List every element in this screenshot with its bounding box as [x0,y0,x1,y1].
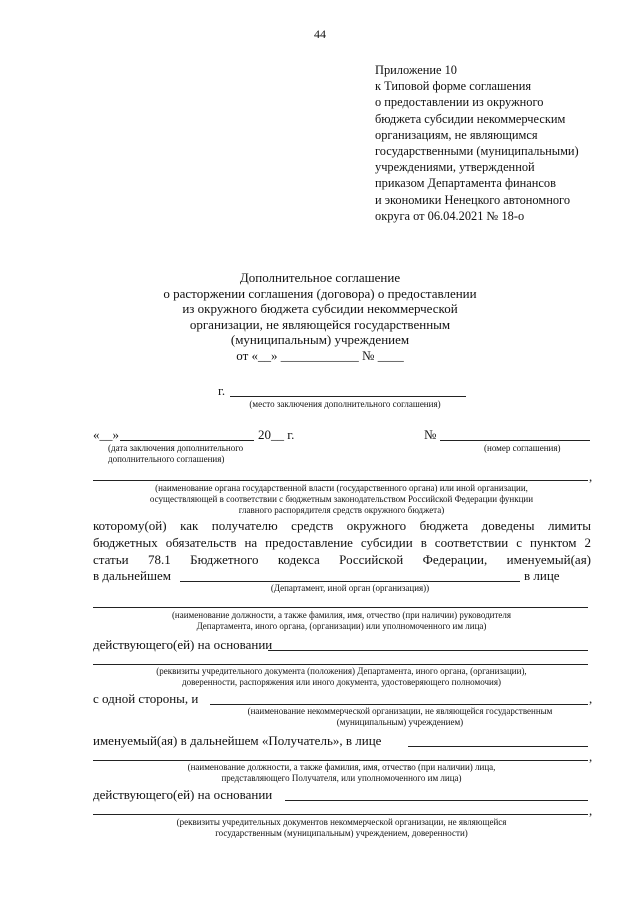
recipient-caption-line: (наименование должности, а также фамилия, имя, отчество (при наличии) лица, [187,762,496,772]
official-field-line[interactable] [93,607,588,608]
recipient-comma: , [589,749,593,764]
title-line: о расторжении соглашения (договора) о предоставлении [163,285,477,301]
acting-caption [93,666,590,688]
date-year: 20__ г. [258,427,295,442]
acting-2-caption-line: государственным (муниципальным) учреждением, доверенности) [215,828,468,838]
acting-2-prefix: действующего(ей) на основании [93,787,273,802]
appendix-line: приказом Департамента финансов [375,176,556,191]
body-line: бюджетных обязательств на предоставление субсидии в соответствии с пунктом 2 [93,535,591,550]
title-line: из окружного бюджета субсидии некоммерческой [182,301,458,316]
recipient-caption-line: представляющего Получателя, или уполномоченного им лица) [221,773,462,783]
acting-caption-line: (реквизиты учредительного документа (положения) Департамента, иного органа, (организации), [156,666,527,676]
recipient-person-line[interactable] [408,746,588,747]
appendix-line: о предоставлении из окружного [375,95,544,110]
body-line-prefix: в дальнейшем [93,568,171,583]
date-day: «__» [93,427,119,442]
appendix-line: организациям, не являющимся [375,127,538,142]
organization-comma: , [589,691,593,706]
appendix-line: округа от 06.04.2021 № 18-о [375,208,525,223]
acting-prefix: действующего(ей) на основании [93,637,273,652]
one-side-prefix: с одной стороны, и [93,691,199,706]
title-line: организации, не являющейся государственным [189,316,451,332]
organization-field-line[interactable] [210,704,588,705]
page-number: 44 [314,27,326,41]
recipient-second-line[interactable] [93,760,588,761]
official-caption-line: (наименование должности, а также фамилия, имя, отчество (при наличии) руководителя [171,610,512,620]
organ-comma: , [589,469,593,484]
date-caption [108,443,243,465]
number-caption: (номер соглашения) [484,443,561,453]
place-field-line[interactable] [230,396,466,397]
appendix-line: Приложение 10 [375,63,457,77]
title-line: от «__» ____________ № ____ [236,347,404,363]
body-line-suffix: в лице [524,568,560,583]
number-prefix: № [424,427,437,442]
acting-2-caption [93,817,590,839]
place-caption: (место заключения дополнительного соглашения) [249,399,441,409]
organ-caption-line: главного распорядителя средств окружного бюджета) [238,505,445,515]
document-title [100,270,540,363]
organ-caption-line: (наименование органа государственной власти (государственного органа) или иной организации, [155,483,528,493]
official-caption [93,610,590,632]
organ-caption [93,483,590,516]
title-line: Дополнительное соглашение [239,270,401,285]
appendix-line: учреждениями, утвержденной [375,160,535,175]
place-prefix: г. [218,383,226,398]
date-caption-line: дополнительного соглашения) [108,454,225,464]
body-line: статьи 78.1 Бюджетного кодекса Российской Федерации, именуемый(ая) [93,552,591,567]
acting-2-caption-line: (реквизиты учредительных документов некоммерческой организации, не являющейся [176,817,507,827]
date-caption-line: (дата заключения дополнительного [108,443,244,453]
department-caption: (Департамент, иной орган (организация)) [270,583,430,593]
number-field-line[interactable] [440,440,590,441]
acting-2-comma: , [589,803,593,818]
date-month-line[interactable] [120,440,254,441]
appendix-line: к Типовой форме соглашения [375,79,532,94]
organ-field-line[interactable] [93,480,588,481]
acting-2-basis-line[interactable] [285,800,588,801]
organ-caption-line: осуществляющей в соответствии с бюджетным законодательством Российской Федерации функции [149,494,534,504]
body-line: которому(ой) как получателю средств окружного бюджета доведены лимиты [93,518,591,533]
title-line: (муниципальным) учреждением [230,332,410,347]
organization-caption-line: (муниципальным) учреждением) [336,717,464,727]
organization-caption [210,706,590,728]
acting-basis-line[interactable] [268,650,588,651]
appendix-line: государственными (муниципальными) [375,144,579,159]
organization-caption-line: (наименование некоммерческой организации, не являющейся государственным [247,706,553,716]
official-caption-line: Департамента, иного органа, (организации) или уполномоченного им лица) [196,621,487,631]
department-field-line[interactable] [180,581,520,582]
appendix-line: бюджета субсидии некоммерческим [375,111,566,126]
recipient-prefix: именуемый(ая) в дальнейшем «Получатель», в лице [93,733,382,748]
recipient-caption [93,762,590,784]
appendix-line: и экономики Ненецкого автономного [375,192,571,207]
acting-caption-line: доверенности, распоряжения или иного документа, удостоверяющего полномочия) [182,677,501,687]
appendix-block [375,62,615,224]
acting-2-second-line[interactable] [93,814,588,815]
acting-second-line[interactable] [93,664,588,665]
